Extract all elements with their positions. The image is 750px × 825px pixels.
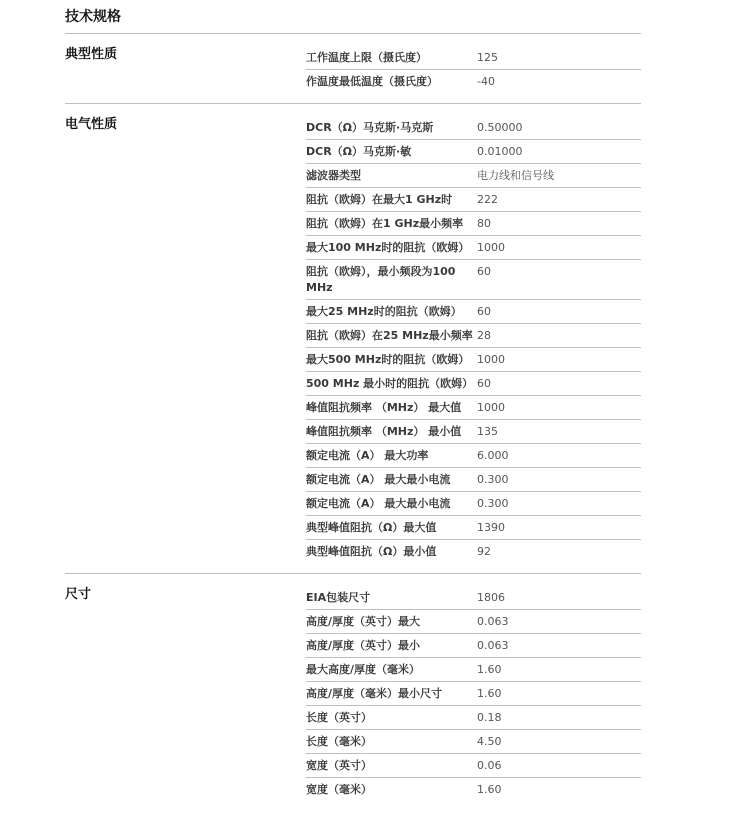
spec-label: 高度/厚度（英寸）最大 [306, 615, 421, 628]
spec-value: 1.60 [477, 783, 502, 796]
spec-value: 125 [477, 51, 498, 64]
spec-row [306, 212, 641, 236]
spec-value: 28 [477, 329, 491, 342]
spec-label: 最大25 MHz时的阻抗（欧姆） [306, 305, 462, 318]
spec-row [306, 778, 641, 801]
section-title: 尺寸 [65, 587, 92, 602]
spec-label: 滤波器类型 [306, 169, 361, 182]
spec-label: 最大高度/厚度（毫米） [306, 663, 421, 676]
spec-label: 长度（毫米） [306, 735, 372, 748]
spec-table [306, 46, 641, 93]
spec-row [306, 396, 641, 420]
spec-row [306, 492, 641, 516]
spec-row [306, 46, 641, 70]
spec-value: 0.300 [477, 473, 509, 486]
spec-label: DCR（Ω）马克斯·敏 [306, 145, 412, 158]
spec-value: 0.063 [477, 639, 509, 652]
spec-value: 1390 [477, 521, 505, 534]
spec-label: 最大100 MHz时的阻抗（欧姆） [306, 241, 470, 254]
spec-label: 额定电流（A） 最大最小电流 [306, 497, 451, 510]
spec-value: 1.60 [477, 663, 502, 676]
spec-value: 0.063 [477, 615, 509, 628]
spec-label: 高度/厚度（毫米）最小尺寸 [306, 687, 443, 700]
section-title: 典型性质 [65, 47, 118, 62]
spec-value: 92 [477, 545, 491, 558]
spec-label: 阻抗（欧姆）在1 GHz最小频率 [306, 217, 464, 230]
spec-table [306, 116, 641, 563]
spec-label: 500 MHz 最小时的阻抗（欧姆） [306, 377, 474, 390]
spec-label: 工作温度上限（摄氏度） [306, 51, 427, 64]
spec-value: 6.000 [477, 449, 509, 462]
spec-label: 额定电流（A） 最大最小电流 [306, 473, 451, 486]
spec-value: 0.300 [477, 497, 509, 510]
spec-label: 典型峰值阻抗（Ω）最大值 [306, 521, 437, 534]
section-dimensions [65, 574, 641, 811]
spec-value: 222 [477, 193, 498, 206]
spec-row [306, 586, 641, 610]
spec-label: 阻抗（欧姆）在最大1 GHz时 [306, 193, 453, 206]
spec-label: 峰值阻抗频率 （MHz） 最小值 [306, 425, 462, 438]
spec-value: 1806 [477, 591, 505, 604]
spec-label: 高度/厚度（英寸）最小 [306, 639, 421, 652]
section-electrical-properties [65, 104, 641, 574]
spec-value: 0.18 [477, 711, 502, 724]
spec-page [65, 0, 641, 811]
spec-label: 阻抗（欧姆）在25 MHz最小频率 [306, 329, 473, 342]
spec-row [306, 300, 641, 324]
spec-row [306, 372, 641, 396]
spec-row [306, 236, 641, 260]
spec-row [306, 610, 641, 634]
spec-value: 0.01000 [477, 145, 523, 158]
spec-value: 60 [477, 305, 491, 318]
spec-table [306, 586, 641, 801]
spec-row [306, 468, 641, 492]
spec-label: DCR（Ω）马克斯·马克斯 [306, 121, 434, 134]
spec-label: 长度（英寸） [306, 711, 372, 724]
spec-row [306, 444, 641, 468]
spec-row [306, 140, 641, 164]
spec-row [306, 540, 641, 563]
spec-row [306, 516, 641, 540]
spec-value: 135 [477, 425, 498, 438]
spec-row [306, 324, 641, 348]
spec-value: 1000 [477, 401, 505, 414]
spec-row [306, 260, 641, 300]
spec-row [306, 730, 641, 754]
section-title: 电气性质 [65, 117, 118, 132]
spec-value: 1000 [477, 241, 505, 254]
section-typical-properties [65, 34, 641, 104]
spec-row [306, 682, 641, 706]
spec-row [306, 754, 641, 778]
spec-value: 60 [477, 265, 491, 278]
spec-row [306, 634, 641, 658]
spec-value: 1000 [477, 353, 505, 366]
spec-label: 额定电流（A） 最大功率 [306, 449, 429, 462]
spec-label: 阻抗（欧姆），最小频段为100 MHz [306, 265, 456, 294]
spec-label: 峰值阻抗频率 （MHz） 最大值 [306, 401, 462, 414]
spec-row [306, 706, 641, 730]
spec-row [306, 420, 641, 444]
spec-value: -40 [477, 75, 495, 88]
spec-value: 0.06 [477, 759, 502, 772]
spec-label: 宽度（毫米） [306, 783, 372, 796]
spec-value: 1.60 [477, 687, 502, 700]
spec-value: 4.50 [477, 735, 502, 748]
spec-row [306, 164, 641, 188]
spec-row [306, 188, 641, 212]
spec-label: EIA包装尺寸 [306, 591, 371, 604]
spec-value: 0.50000 [477, 121, 523, 134]
spec-label: 宽度（英寸） [306, 759, 372, 772]
spec-value: 60 [477, 377, 491, 390]
spec-row [306, 70, 641, 93]
spec-value: 80 [477, 217, 491, 230]
spec-label: 典型峰值阻抗（Ω）最小值 [306, 545, 437, 558]
page-title: 技术规格 [65, 0, 641, 34]
spec-value: 电力线和信号线 [477, 169, 554, 182]
spec-row [306, 658, 641, 682]
spec-row [306, 348, 641, 372]
spec-label: 最大500 MHz时的阻抗（欧姆） [306, 353, 470, 366]
spec-label: 作温度最低温度（摄氏度） [306, 75, 438, 88]
spec-row [306, 116, 641, 140]
